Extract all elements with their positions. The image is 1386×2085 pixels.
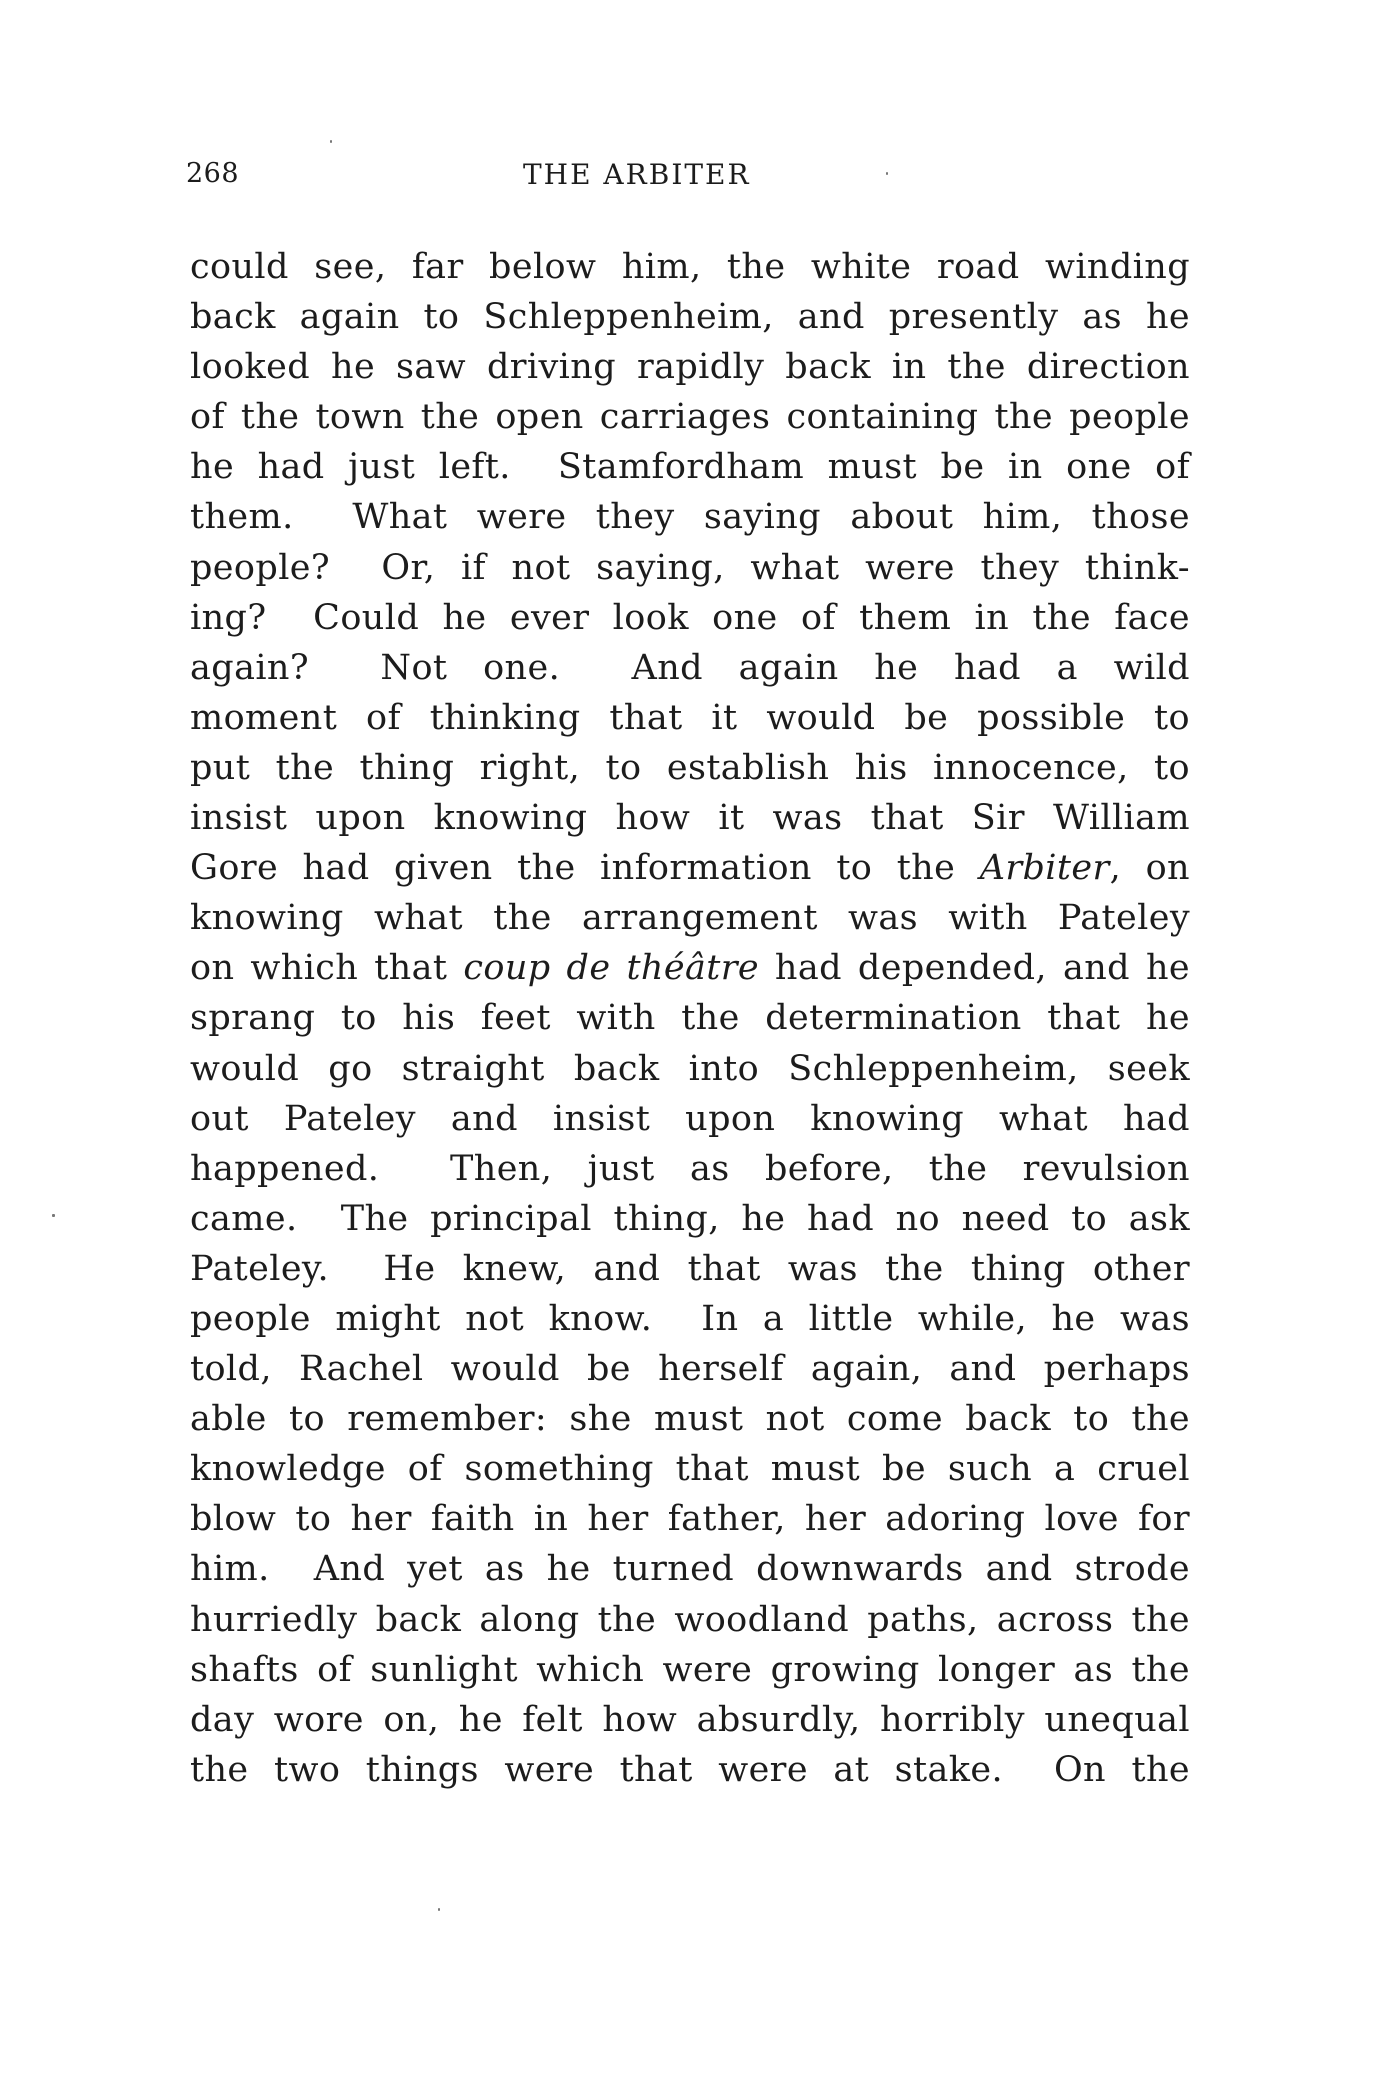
text-line: moment of thinking that it would be possible to <box>190 697 1190 738</box>
text-line: sprang to his feet with the determination that he <box>190 998 1190 1039</box>
text-line: Gore had given the information to the Arbiter, on <box>190 848 1191 889</box>
text-line: blow to her faith in her father, her adoring love for <box>190 1499 1190 1540</box>
text-line: the two things were that were at stake. On the <box>190 1749 1190 1790</box>
text-line: shafts of sunlight which were growing longer as the <box>190 1649 1190 1690</box>
text-line: on which that coup de théâtre had depended, and he <box>190 948 1190 989</box>
text-line: him. And yet as he turned downwards and strode <box>190 1549 1190 1590</box>
text-line: of the town the open carriages containing the people <box>190 397 1190 438</box>
running-head <box>186 158 1186 198</box>
text-line: able to remember: she must not come back to the <box>190 1399 1190 1440</box>
italic-title: Arbiter <box>979 848 1110 889</box>
italic-phrase: coup de théâtre <box>463 948 759 989</box>
text-line: hurriedly back along the woodland paths, across the <box>190 1599 1190 1640</box>
text-line: again? Not one. And again he had a wild <box>190 647 1190 688</box>
text-line: happened. Then, just as before, the revulsion <box>190 1148 1190 1189</box>
text-line: day wore on, he felt how absurdly, horribly unequal <box>190 1699 1190 1740</box>
text-line: he had just left. Stamfordham must be in one of <box>190 447 1190 488</box>
scan-speck <box>330 140 332 143</box>
text-line: insist upon knowing how it was that Sir William <box>190 798 1190 839</box>
page-number: 268 <box>186 158 240 189</box>
text-line: knowledge of something that must be such a cruel <box>190 1449 1190 1490</box>
text-line: people might not know. In a little while, he was <box>190 1298 1190 1339</box>
text-line: put the thing right, to establish his innocence, to <box>190 747 1190 788</box>
text-line: came. The principal thing, he had no need to ask <box>190 1198 1190 1239</box>
text-line: out Pateley and insist upon knowing what had <box>190 1098 1190 1139</box>
scan-speck <box>438 1908 440 1911</box>
text-line: told, Rachel would be herself again, and perhaps <box>190 1349 1190 1390</box>
running-title: THE ARBITER <box>523 158 751 191</box>
text-line: knowing what the arrangement was with Pateley <box>190 898 1190 939</box>
text-line: Pateley. He knew, and that was the thing other <box>190 1248 1190 1289</box>
text-line: ing? Could he ever look one of them in the face <box>190 597 1190 638</box>
scan-speck <box>52 1214 55 1217</box>
text-line: back again to Schleppenheim, and presently as he <box>190 297 1190 338</box>
text-line: people? Or, if not saying, what were they think- <box>190 547 1190 588</box>
text-line: would go straight back into Schleppenheim, seek <box>190 1048 1190 1089</box>
scan-speck <box>886 172 888 175</box>
text-line: could see, far below him, the white road winding <box>190 247 1190 287</box>
body-text <box>190 242 1190 1795</box>
text-line: looked he saw driving rapidly back in the direction <box>190 347 1190 388</box>
text-line: them. What were they saying about him, those <box>190 497 1190 538</box>
